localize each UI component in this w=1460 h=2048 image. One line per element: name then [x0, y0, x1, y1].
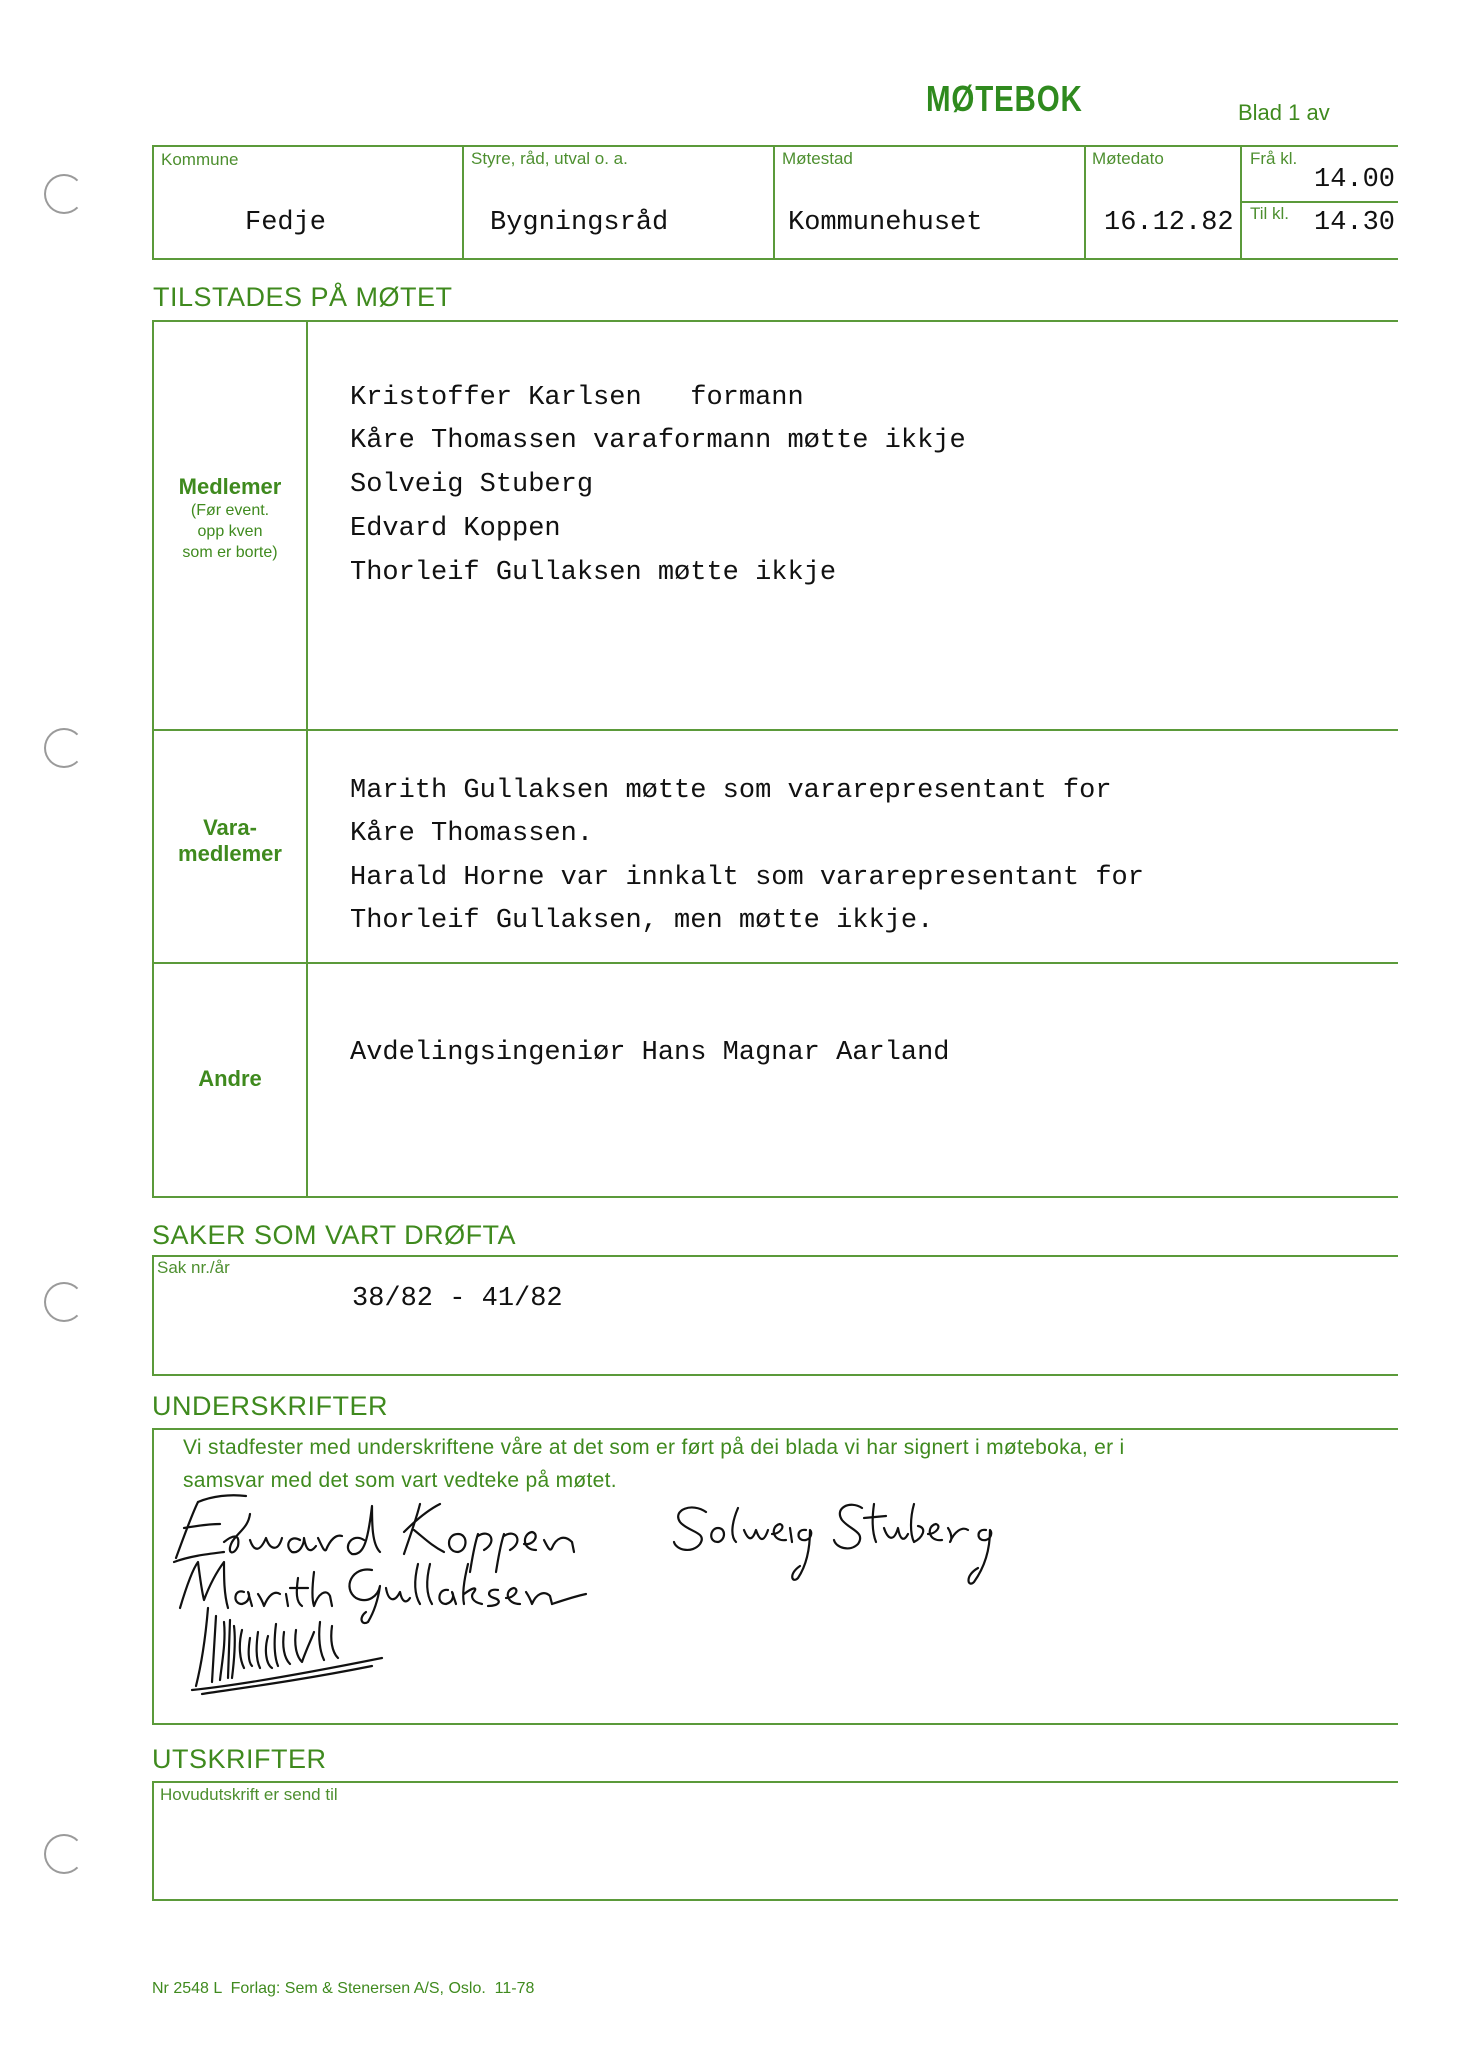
- underskrifter-statement-2: samsvar med det som vart vedteke på møtet.: [183, 1469, 617, 1492]
- punch-hole-4: [44, 1834, 84, 1874]
- medlemer-sublabel-3: som er borte): [182, 544, 278, 561]
- signature-solveig-stuberg: [666, 1490, 1026, 1590]
- medlemer-line: Edvard Koppen: [350, 514, 561, 544]
- signature-scribble: [172, 1602, 392, 1698]
- medlemer-label: Medlemer: [178, 474, 282, 499]
- footer-publisher: Nr 2548 L Forlag: Sem & Stenersen A/S, Oslo. 11-78: [152, 1980, 535, 1997]
- fra-value: 14.00: [1314, 165, 1396, 195]
- fra-label: Frå kl.: [1250, 149, 1298, 168]
- medlemer-label-group: [154, 474, 306, 563]
- medlemer-line: Thorleif Gullaksen møtte ikkje: [350, 558, 837, 588]
- medlemer-line: Solveig Stuberg: [350, 470, 594, 500]
- underskrifter-statement-1: Vi stadfester med underskriftene våre at det som er ført på dei blada vi har signert i møteboka, er i: [183, 1436, 1125, 1459]
- motedato-value: 16.12.82: [1104, 208, 1234, 238]
- tilstades-heading: TILSTADES PÅ MØTET: [153, 282, 453, 312]
- styre-value: Bygningsråd: [490, 208, 669, 238]
- til-label: Til kl.: [1250, 204, 1290, 223]
- varamedlemer-label-2: medlemer: [178, 841, 282, 866]
- medlemer-sublabel-1: (Før event.: [190, 502, 270, 519]
- varamedlemer-label-1: Vara-: [203, 815, 257, 840]
- andre-line: Avdelingsingeniør Hans Magnar Aarland: [350, 1038, 950, 1068]
- utskrifter-label: Hovudutskrift er send til: [160, 1785, 338, 1804]
- til-value: 14.30: [1314, 208, 1396, 238]
- page-title: MØTEBOK: [926, 78, 1083, 119]
- varamedlemer-line: Kåre Thomassen.: [350, 819, 594, 849]
- medlemer-line: Kåre Thomassen varaformann møtte ikkje: [350, 426, 966, 456]
- motestad-label: Møtestad: [782, 149, 853, 168]
- punch-hole-3: [44, 1282, 84, 1322]
- andre-label-group: [154, 1066, 306, 1092]
- motestad-value: Kommunehuset: [788, 208, 983, 238]
- varamedlemer-line: Harald Horne var innkalt som vararepresentant for: [350, 863, 1144, 893]
- utskrifter-heading: UTSKRIFTER: [152, 1744, 327, 1774]
- medlemer-line: Kristoffer Karlsen formann: [350, 383, 804, 413]
- sak-nr-label: Sak nr./år: [157, 1258, 230, 1277]
- kommune-value: Fedje: [245, 208, 327, 238]
- kommune-label: Kommune: [161, 150, 239, 169]
- motedato-label: Møtedato: [1092, 149, 1164, 168]
- varamedlemer-line: Marith Gullaksen møtte som vararepresentant for: [350, 776, 1112, 806]
- saker-heading: SAKER SOM VART DRØFTA: [152, 1220, 517, 1250]
- varamedlemer-label-group: [154, 815, 306, 867]
- punch-hole-1: [44, 174, 84, 214]
- varamedlemer-line: Thorleif Gullaksen, men møtte ikkje.: [350, 906, 934, 936]
- styre-label: Styre, råd, utval o. a.: [471, 149, 628, 168]
- sak-nr-value: 38/82 - 41/82: [352, 1284, 563, 1314]
- page-number-label: Blad 1 av: [1238, 100, 1330, 125]
- andre-label: Andre: [198, 1066, 262, 1091]
- medlemer-sublabel-2: opp kven: [197, 523, 263, 540]
- underskrifter-heading: UNDERSKRIFTER: [152, 1391, 389, 1421]
- punch-hole-2: [44, 728, 84, 768]
